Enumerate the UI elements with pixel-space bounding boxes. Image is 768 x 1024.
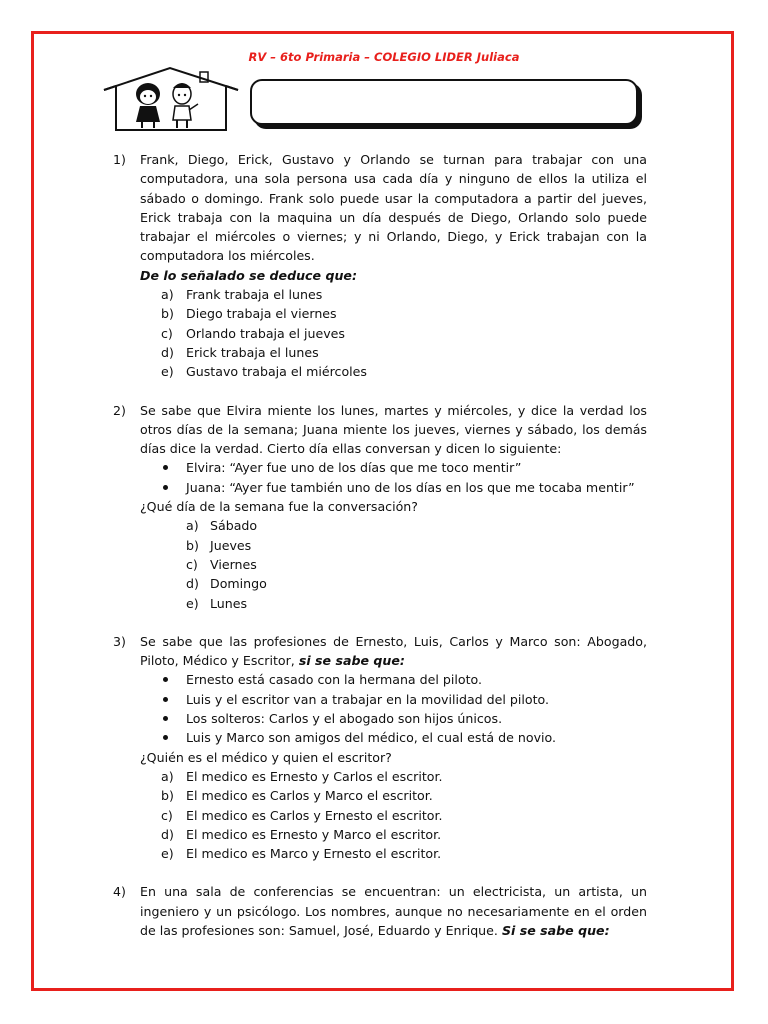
option-a: a) Sábado xyxy=(186,518,258,534)
bullet-icon xyxy=(163,465,168,470)
option-d: d) Domingo xyxy=(186,576,267,592)
bullet-item: Luis y Marco son amigos del médico, el cual está de novio. xyxy=(140,728,647,747)
question-number: 2) xyxy=(113,402,126,418)
options-list xyxy=(140,285,647,381)
options-list xyxy=(140,767,647,863)
question-number: 4) xyxy=(113,884,126,900)
bullet-icon xyxy=(163,697,168,702)
bullet-icon xyxy=(163,485,168,490)
question-text: Se sabe que Elvira miente los lunes, martes y miércoles, y dice la verdad los otros días de la semana; Juana miente los jueves, viernes y sábado, los demás días dice la verdad. Cierto día ellas conversan y dicen lo siguiente: xyxy=(140,402,647,457)
question-emphasis: Si se sabe que: xyxy=(501,922,610,938)
option-d: d) El medico es Ernesto y Marco el escritor. xyxy=(161,826,442,842)
question-prompt: ¿Qué día de la semana fue la conversación? xyxy=(140,499,418,515)
question-text: Se sabe que las profesiones de Ernesto, Luis, Carlos y Marco son: Abogado, Piloto, Médico y Escritor, si se sabe que: xyxy=(140,633,647,669)
option-b: b) Diego trabaja el viernes xyxy=(161,306,337,322)
option-e: e) Lunes xyxy=(186,595,248,611)
bullet-item: Elvira: “Ayer fue uno de los días que me toco mentir” xyxy=(140,458,647,477)
page-header: RV – 6to Primaria – COLEGIO LIDER Juliaca xyxy=(248,50,520,64)
option-b: b) Jueves xyxy=(186,537,252,553)
question-number: 1) xyxy=(113,152,126,167)
option-c: c) Orlando trabaja el jueves xyxy=(161,325,345,341)
question-2 xyxy=(113,401,647,613)
question-text: Frank, Diego, Erick, Gustavo y Orlando se turnan para trabajar con una computadora, una sola persona usa cada día y ninguno de ellos la utiliza el sábado o domingo. Frank solo puede usar la computadora a partir del jueves, Erick trabaja con la maquina un día después de Diego, Orlando solo puede trabajar el miércoles o viernes; y ni Orlando, Diego, y Erick trabajan con la computadora los miércoles. xyxy=(140,152,647,264)
option-b: b) El medico es Carlos y Marco el escritor. xyxy=(161,788,433,804)
option-e: e) El medico es Marco y Ernesto el escritor. xyxy=(161,846,442,862)
question-1 xyxy=(113,150,647,382)
question-number: 3) xyxy=(113,633,126,649)
bullet-icon xyxy=(163,716,168,721)
bullet-item: Ernesto está casado con la hermana del piloto. xyxy=(140,670,647,689)
option-e: e) Gustavo trabaja el miércoles xyxy=(161,364,367,380)
bullet-item: Juana: “Ayer fue también uno de los días en los que me tocaba mentir” xyxy=(140,478,647,497)
questions-content xyxy=(113,150,647,959)
option-d: d) Erick trabaja el lunes xyxy=(161,344,319,360)
house-with-two-children-icon xyxy=(100,66,242,132)
title-box xyxy=(250,79,638,125)
question-emphasis: si se sabe que: xyxy=(298,653,405,669)
bullet-item: Luis y el escritor van a trabajar en la movilidad del piloto. xyxy=(140,690,647,709)
question-text: En una sala de conferencias se encuentran: un electricista, un artista, un ingeniero y un psicólogo. Los nombres, aunque no necesariamente en el orden de las profesiones son: Samuel, José, Eduardo y Enrique. Si se sabe que: xyxy=(140,884,647,938)
question-3 xyxy=(113,632,647,864)
options-list xyxy=(140,516,647,612)
question-prompt: ¿Quién es el médico y quien el escritor? xyxy=(140,749,392,765)
option-a: a) Frank trabaja el lunes xyxy=(161,287,323,303)
bullet-item: Los solteros: Carlos y el abogado son hijos únicos. xyxy=(140,709,647,728)
option-a: a) El medico es Ernesto y Carlos el escritor. xyxy=(161,768,443,784)
bullet-icon xyxy=(163,677,168,682)
bullet-icon xyxy=(163,735,168,740)
option-c: c) Viernes xyxy=(186,556,257,572)
question-prompt: De lo señalado se deduce que: xyxy=(140,267,358,283)
option-c: c) El medico es Carlos y Ernesto el escritor. xyxy=(161,807,443,823)
question-4 xyxy=(113,882,647,940)
